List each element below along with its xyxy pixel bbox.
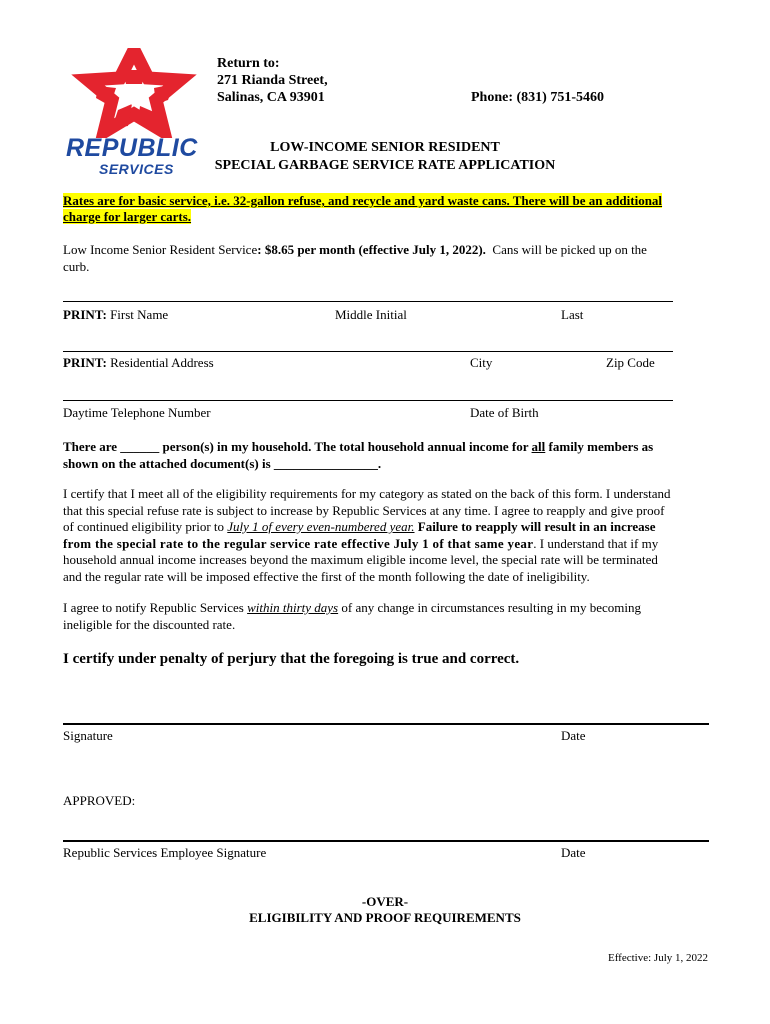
- phone-number: Phone: (831) 751-5460: [471, 90, 604, 105]
- address-print-row: [63, 355, 214, 371]
- service-label: Low Income Senior Resident Service: [63, 242, 258, 257]
- certify-line-4b: from the special rate to the regular service rate effective July 1 of that same year: [63, 535, 534, 551]
- return-city: Salinas, CA 93901: [217, 90, 325, 105]
- household-part-1: There are ______ person(s) in my household. The total household annual income for: [63, 439, 532, 454]
- name-fill-line[interactable]: [63, 291, 673, 302]
- return-street: 271 Rianda Street,: [217, 73, 328, 88]
- approved-label: APPROVED:: [63, 793, 136, 808]
- address-print-label: PRINT:: [63, 355, 107, 370]
- certify-line-4-rest: . I understand that if my: [533, 535, 659, 551]
- return-to-label: Return to:: [217, 56, 280, 71]
- household-part-2: family members as: [545, 439, 654, 454]
- certify-line-6: and the regular rate will be imposed effective the first of the month following the date of ineligibility.: [63, 568, 590, 584]
- phone-fill-line[interactable]: [63, 390, 673, 401]
- service-rate-amount: $8.65 per month (effective July 1, 2022).: [264, 242, 486, 257]
- signature-label: Signature: [63, 728, 113, 743]
- certify-line-1: I certify that I meet all of the eligibility requirements for my category as stated on the back of this form. I understand: [63, 486, 671, 501]
- notify-line-2: ineligible for the discounted rate.: [63, 616, 236, 632]
- rates-notice-line-1: Rates are for basic service, i.e. 32-gallon refuse, and recycle and yard waste cans. There will be an additional: [63, 193, 663, 208]
- address-fill-line[interactable]: [63, 341, 673, 352]
- certify-line-2: that this special refuse rate is subject to increase by Republic Services at any time. I agree to reapply and give proof: [63, 502, 665, 518]
- service-rate-rest: Cans will be picked up on the: [492, 242, 647, 257]
- eligibility-heading: ELIGIBILITY AND PROOF REQUIREMENTS: [249, 910, 521, 925]
- city-label: City: [470, 355, 493, 370]
- title-line-1: LOW-INCOME SENIOR RESIDENT: [270, 140, 500, 155]
- signature-line[interactable]: [63, 723, 709, 725]
- rates-notice-line-2: charge for larger carts.: [63, 209, 192, 224]
- employee-signature-line[interactable]: [63, 840, 709, 842]
- date-of-birth-label: Date of Birth: [470, 405, 539, 420]
- zip-code-label: Zip Code: [606, 355, 655, 370]
- last-name-label: Last: [561, 307, 584, 322]
- name-print-label: PRINT:: [63, 307, 107, 322]
- service-rate-line-2: curb.: [63, 259, 90, 274]
- reapply-deadline: July 1 of every even-numbered year.: [227, 519, 415, 534]
- service-colon: :: [257, 242, 262, 257]
- household-statement: [63, 438, 713, 472]
- certify-line-3a: of continued eligibility prior to: [63, 519, 228, 534]
- logo-brand-sub: SERVICES: [99, 161, 174, 177]
- employee-date-label: Date: [561, 845, 586, 860]
- title-line-2: SPECIAL GARBAGE SERVICE RATE APPLICATION: [214, 158, 556, 173]
- certify-paragraph: [63, 486, 708, 585]
- daytime-phone-label: Daytime Telephone Number: [63, 405, 211, 420]
- perjury-statement: I certify under penalty of perjury that the foregoing is true and correct.: [63, 651, 520, 667]
- name-print-row: [63, 307, 168, 323]
- rates-notice: [63, 193, 713, 225]
- notify-paragraph: [63, 600, 708, 633]
- first-name-label: First Name: [110, 307, 169, 322]
- employee-signature-label: Republic Services Employee Signature: [63, 845, 267, 860]
- household-all: all: [531, 439, 546, 454]
- middle-initial-label: Middle Initial: [335, 307, 407, 322]
- service-rate: [63, 241, 713, 275]
- notify-deadline: within thirty days: [247, 600, 339, 615]
- signature-date-label: Date: [561, 728, 586, 743]
- over-label: -OVER-: [361, 894, 409, 909]
- certify-line-5: household annual income increases beyond the maximum eligible income level, the special rate will be terminated: [63, 552, 658, 567]
- logo-brand-word: REPUBLIC: [66, 134, 198, 162]
- residential-address-label: Residential Address: [110, 355, 214, 370]
- star-logo-icon: [62, 48, 207, 138]
- household-line-2: shown on the attached document(s) is ________________.: [63, 456, 382, 471]
- notify-line-1a: I agree to notify Republic Services: [63, 600, 248, 615]
- effective-date: Effective: July 1, 2022: [608, 952, 708, 964]
- notify-line-1b: of any change in circumstances resulting in my becoming: [338, 600, 641, 615]
- certify-line-3b: Failure to reapply will result in an increase: [414, 519, 656, 534]
